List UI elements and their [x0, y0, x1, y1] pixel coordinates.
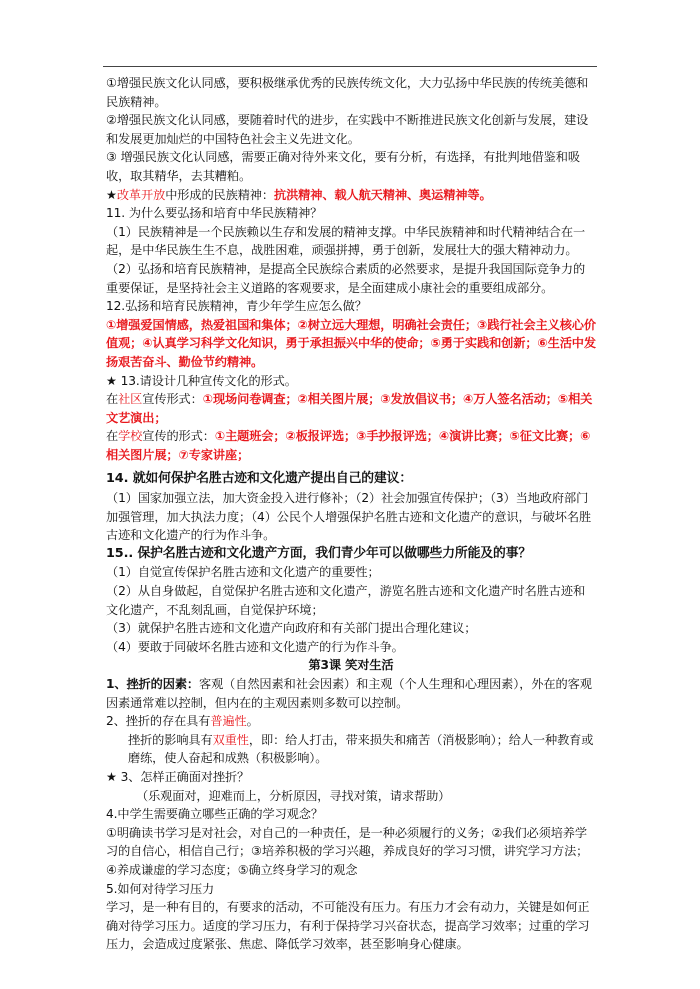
- paragraph-2: ②增强民族文化认同感，要随着时代的进步，在实践中不断推进民族文化创新与发展，建设和发展更加灿烂的中国特色社会主义先进文化。: [106, 113, 589, 146]
- text: 宣传形式：: [142, 392, 203, 407]
- frustration-universality: [106, 712, 596, 731]
- answer-15-4: （4）要敢于同破坏名胜古迹和文化遗产的行为作斗争。: [106, 639, 404, 654]
- text: 挫折的影响具有: [128, 732, 213, 747]
- answer-15-1: （1）自觉宣传保护名胜古迹和文化遗产的重要性；: [106, 565, 380, 580]
- community-forms: [106, 390, 596, 427]
- red-text-spirits: 抗洪精神、载人航天精神、奥运精神等。: [273, 187, 492, 202]
- question-5: 5.如何对待学习压力: [106, 881, 215, 896]
- paragraph-3: ③ 增强民族文化认同感，需要正确对待外来文化，要有分析，有选择，有批判地借鉴和吸收，取其精华，去其糟粕。: [106, 150, 580, 183]
- text: 宣传的形式：: [142, 429, 215, 444]
- question-3: ★ 3、怎样正确面对挫折？: [106, 769, 250, 784]
- school-forms: [106, 427, 596, 464]
- document-body: [106, 74, 596, 954]
- question-13: ★ 13.请设计几种宣传文化的形式。: [106, 373, 297, 388]
- text: ，即：给人打击，带来损失和痛苦（消极影响）；给人一种教育或磨练，使人奋起和成熟（积极影响）。: [128, 732, 594, 766]
- answer-3: （乐观面对，迎难而上，分析原因，寻找对策，请求帮助）: [136, 788, 451, 803]
- school-items: ①主题班会；②板报评选；③手抄报评选；④演讲比赛；⑤征文比赛；⑥相关图片展；⑦专家讲座；: [106, 429, 591, 462]
- paragraph-1: ①增强民族文化认同感，要积极继承优秀的民族传统文化，大力弘扬中华民族的传统美德和民族精神。: [106, 76, 589, 109]
- red-text-duality: 双重性: [212, 732, 249, 747]
- text: 在: [106, 392, 119, 407]
- answer-11-2: （2）弘扬和培育民族精神，是提高全民族综合素质的必然要求，是提升我国国际竞争力的重要保证，是坚持社会主义道路的客观要求，是全面建成小康社会的重要组成部分。: [106, 261, 586, 295]
- answer-14: （1）国家加强立法，加大资金投入进行修补；（2）社会加强宣传保护；（3）当地政府部门加强管理，加大执法力度；（4）公民个人增强保护名胜古迹和文化遗产的意识，与破坏名胜古迹和文化遗产的行为作斗争。: [106, 491, 592, 543]
- frustration-duality: [106, 731, 596, 768]
- lesson-heading: 第3课 笑对生活: [308, 658, 394, 673]
- frustration-factors-lead: 1、挫折的因素：: [106, 677, 199, 691]
- text: 2、挫折的存在具有: [106, 714, 211, 729]
- question-12: 12.弘扬和培育民族精神，青少年学生应怎么做？: [106, 299, 367, 314]
- red-text-community: 社区: [118, 392, 143, 407]
- question-15: 15.. 保护名胜古迹和文化遗产方面，我们青少年可以做哪些力所能及的事？: [106, 545, 532, 561]
- red-text-universality: 普遍性: [210, 714, 247, 729]
- text: 。: [246, 714, 259, 729]
- question-11: 11. 为什么要弘扬和培育中华民族精神？: [106, 206, 323, 221]
- red-text-reform: 改革开放: [116, 187, 166, 202]
- national-spirit-line: [106, 186, 596, 205]
- answer-4: ①明确读书学习是对社会，对自己的一种责任，是一种必须履行的义务；②我们必须培养学习的自信心，相信自己行；③培养积极的学习兴趣，养成良好的学习习惯，讲究学习方法；④养成谦虚的学习态度；⑤确立终身学习的观念: [106, 825, 589, 877]
- text: 中形成的民族精神：: [165, 187, 274, 202]
- answer-12: ①增强爱国情感，热爱祖国和集体；②树立远大理想，明确社会责任；③践行社会主义核心价值观；④认真学习科学文化知识，勇于承担振兴中华的使命；⑤勇于实践和创新；⑥生活中发扬艰苦奋斗、勤俭节约精神。: [106, 317, 596, 369]
- question-4: 4.中学生需要确立哪些正确的学习观念？: [106, 807, 323, 822]
- text: 客观（自然因素和社会因素）和主观（个人生理和心理因素），外在的客观因素通常难以控制，但内在的主观因素则多数可以控制。: [106, 677, 592, 710]
- answer-11-1: （1）民族精神是一个民族赖以生存和发展的精神支撑。中华民族精神和时代精神结合在一起，是中华民族生生不息，战胜困难，顽强拼搏，勇于创新，发展壮大的强大精神动力。: [106, 224, 586, 258]
- header-rule: [103, 66, 597, 67]
- answer-15-2: （2）从自身做起，自觉保护名胜古迹和文化遗产，游览名胜古迹和文化遗产时名胜古迹和文化遗产，不乱刻乱画，自觉保护环境；: [106, 584, 586, 617]
- answer-5: 学习，是一种有目的，有要求的活动，不可能没有压力。有压力才会有动力，关键是如何正确对待学习压力。适度的学习压力，有利于保持学习兴奋状态，提高学习效率；过重的学习压力，会造成过度紧张、焦虑、降低学习效率，甚至影响身心健康。: [106, 900, 590, 952]
- star-mark: ★: [106, 187, 117, 202]
- question-14: 14. 就如何保护名胜古迹和文化遗产提出自己的建议：: [106, 471, 413, 487]
- text: 在: [106, 429, 119, 444]
- answer-15-3: （3）就保护名胜古迹和文化遗产向政府和有关部门提出合理化建议；: [106, 621, 477, 636]
- frustration-factors: [106, 675, 596, 712]
- community-items: ①现场问卷调查；②相关图片展；③发放倡议书；④万人签名活动；⑤相关文艺演出；: [106, 392, 593, 425]
- red-text-school: 学校: [118, 429, 143, 444]
